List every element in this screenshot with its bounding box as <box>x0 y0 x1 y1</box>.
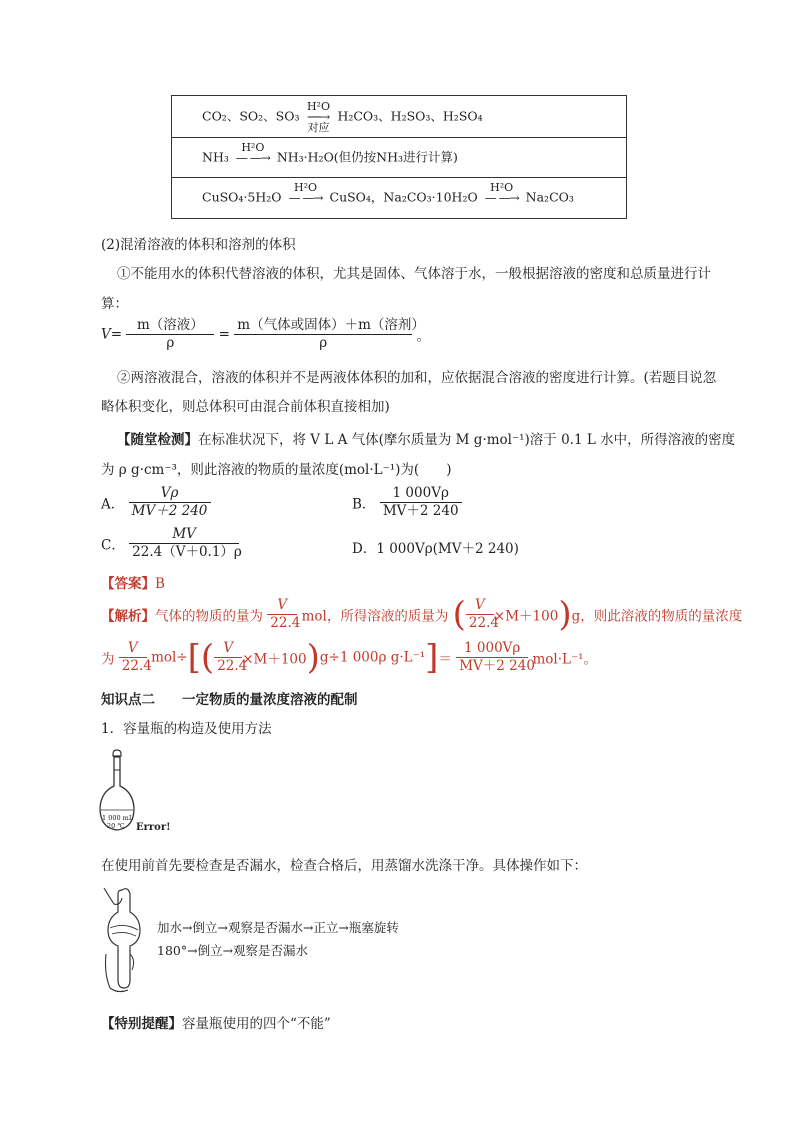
para1-line1: ①不能用水的体积代替溶液的体积，尤其是固体、气体溶于水，一般根据溶液的密度和总质量进行计 <box>117 266 711 282</box>
reaction-arrow: H²O — —→ <box>484 181 519 205</box>
para1-line2: 算： <box>101 296 128 312</box>
row3-rhs: Na₂CO₃ <box>525 189 574 205</box>
reaction-arrow: H²O — —→ <box>288 181 323 205</box>
table-row <box>172 178 627 219</box>
quiz-line2: 为 ρ g·cm⁻³，则此溶液的物质的量浓度(mol·L⁻¹)为( ) <box>101 462 452 478</box>
reaction-table <box>171 95 627 219</box>
flask-temp-label: 20 ℃ <box>107 822 125 830</box>
section2-title: (2)混淆溶液的体积和溶剂的体积 <box>101 237 296 253</box>
row2-rhs: NH₃·H₂O(但仍按NH₃进行计算) <box>276 149 458 164</box>
para2-line1: ②两溶液混合，溶液的体积并不是两液体体积的加和，应依据混合溶液的密度进行计算。(若题目说忽 <box>117 370 717 386</box>
table-row <box>172 96 627 138</box>
fraction-solution: $\frac{\text{m（溶液）}}{\rho}$ <box>126 317 214 352</box>
option-d: D．1 000Vρ(MV＋2 240) <box>352 541 519 557</box>
para2-line2: 略体积变化，则总体积可由混合前体积直接相加) <box>101 399 390 415</box>
analysis-line2: 为 $\frac{V}{22.4}$ mol÷[( $\frac{V}{22.4}$ ×M＋100)g÷1 000ρ g·L⁻¹]＝ $\frac{1 000V\rho}{MV+2 240}$ mol·L⁻¹。 <box>101 637 598 678</box>
step-line2: 180°→倒立→观察是否漏水 <box>157 943 309 958</box>
table-row <box>172 138 627 178</box>
flask-volume-label: 1 000 mL <box>102 814 134 822</box>
kp2-subtitle: 1．容量瓶的构造及使用方法 <box>101 721 272 737</box>
error-text: Error! <box>136 822 171 833</box>
row3-lhs: CuSO₄·5H₂O <box>202 189 282 205</box>
step-line1: 加水→倒立→观察是否漏水→正立→瓶塞旋转 <box>157 920 399 935</box>
volume-formula: V= $\frac{\text{m（溶液）}}{\rho}$ = $\frac{\text{m（气体或固体）＋m（溶剂）}}{\rho}$ 。 <box>101 317 431 351</box>
row2-lhs: NH₃ <box>202 149 229 164</box>
hand-flask-image <box>100 884 150 996</box>
row1-rhs: H₂CO₃、H₂SO₃、H₂SO₄ <box>337 108 483 123</box>
reaction-arrow: H²O ──→ 对应 <box>306 99 330 134</box>
fraction-total: $\frac{\text{m（气体或固体）＋m（溶剂）}}{\rho}$ <box>234 317 412 352</box>
analysis-line1: 【解析】气体的物质的量为 $\frac{V}{22.4}$ mol，所得溶液的质量为 ( $\frac{V}{22.4}$ ×M＋100)g，则此溶液的物质的量浓度 <box>101 594 743 635</box>
option-b: B． $\frac{1 000V\rho}{MV+2 240}$ <box>352 485 462 520</box>
special-tip: 【特别提醒】容量瓶使用的四个“不能” <box>101 1016 331 1032</box>
quiz-line1: 【随堂检测】在标准状况下，将 V L A 气体(摩尔质量为 M g·mol⁻¹)溶于 0.1 L 水中，所得溶液的密度 <box>117 432 736 448</box>
reaction-arrow: H²O — —→ <box>235 140 270 165</box>
kp2-title: 知识点二 一定物质的量浓度溶液的配制 <box>101 692 358 708</box>
option-c: C． $\frac{MV}{22.4(V+0.1)\rho}$ <box>101 526 242 560</box>
option-a: A． $\frac{V\rho}{MV+2 240}$ <box>101 485 211 520</box>
row1-lhs: CO₂、SO₂、SO₃ <box>202 108 300 123</box>
check-text: 在使用前首先要检查是否漏水，检查合格后，用蒸馏水洗涤干净。具体操作如下： <box>101 858 587 874</box>
row3-mid: CuSO₄，Na₂CO₃·10H₂O <box>329 189 478 205</box>
answer-line: 【答案】B <box>101 576 165 592</box>
